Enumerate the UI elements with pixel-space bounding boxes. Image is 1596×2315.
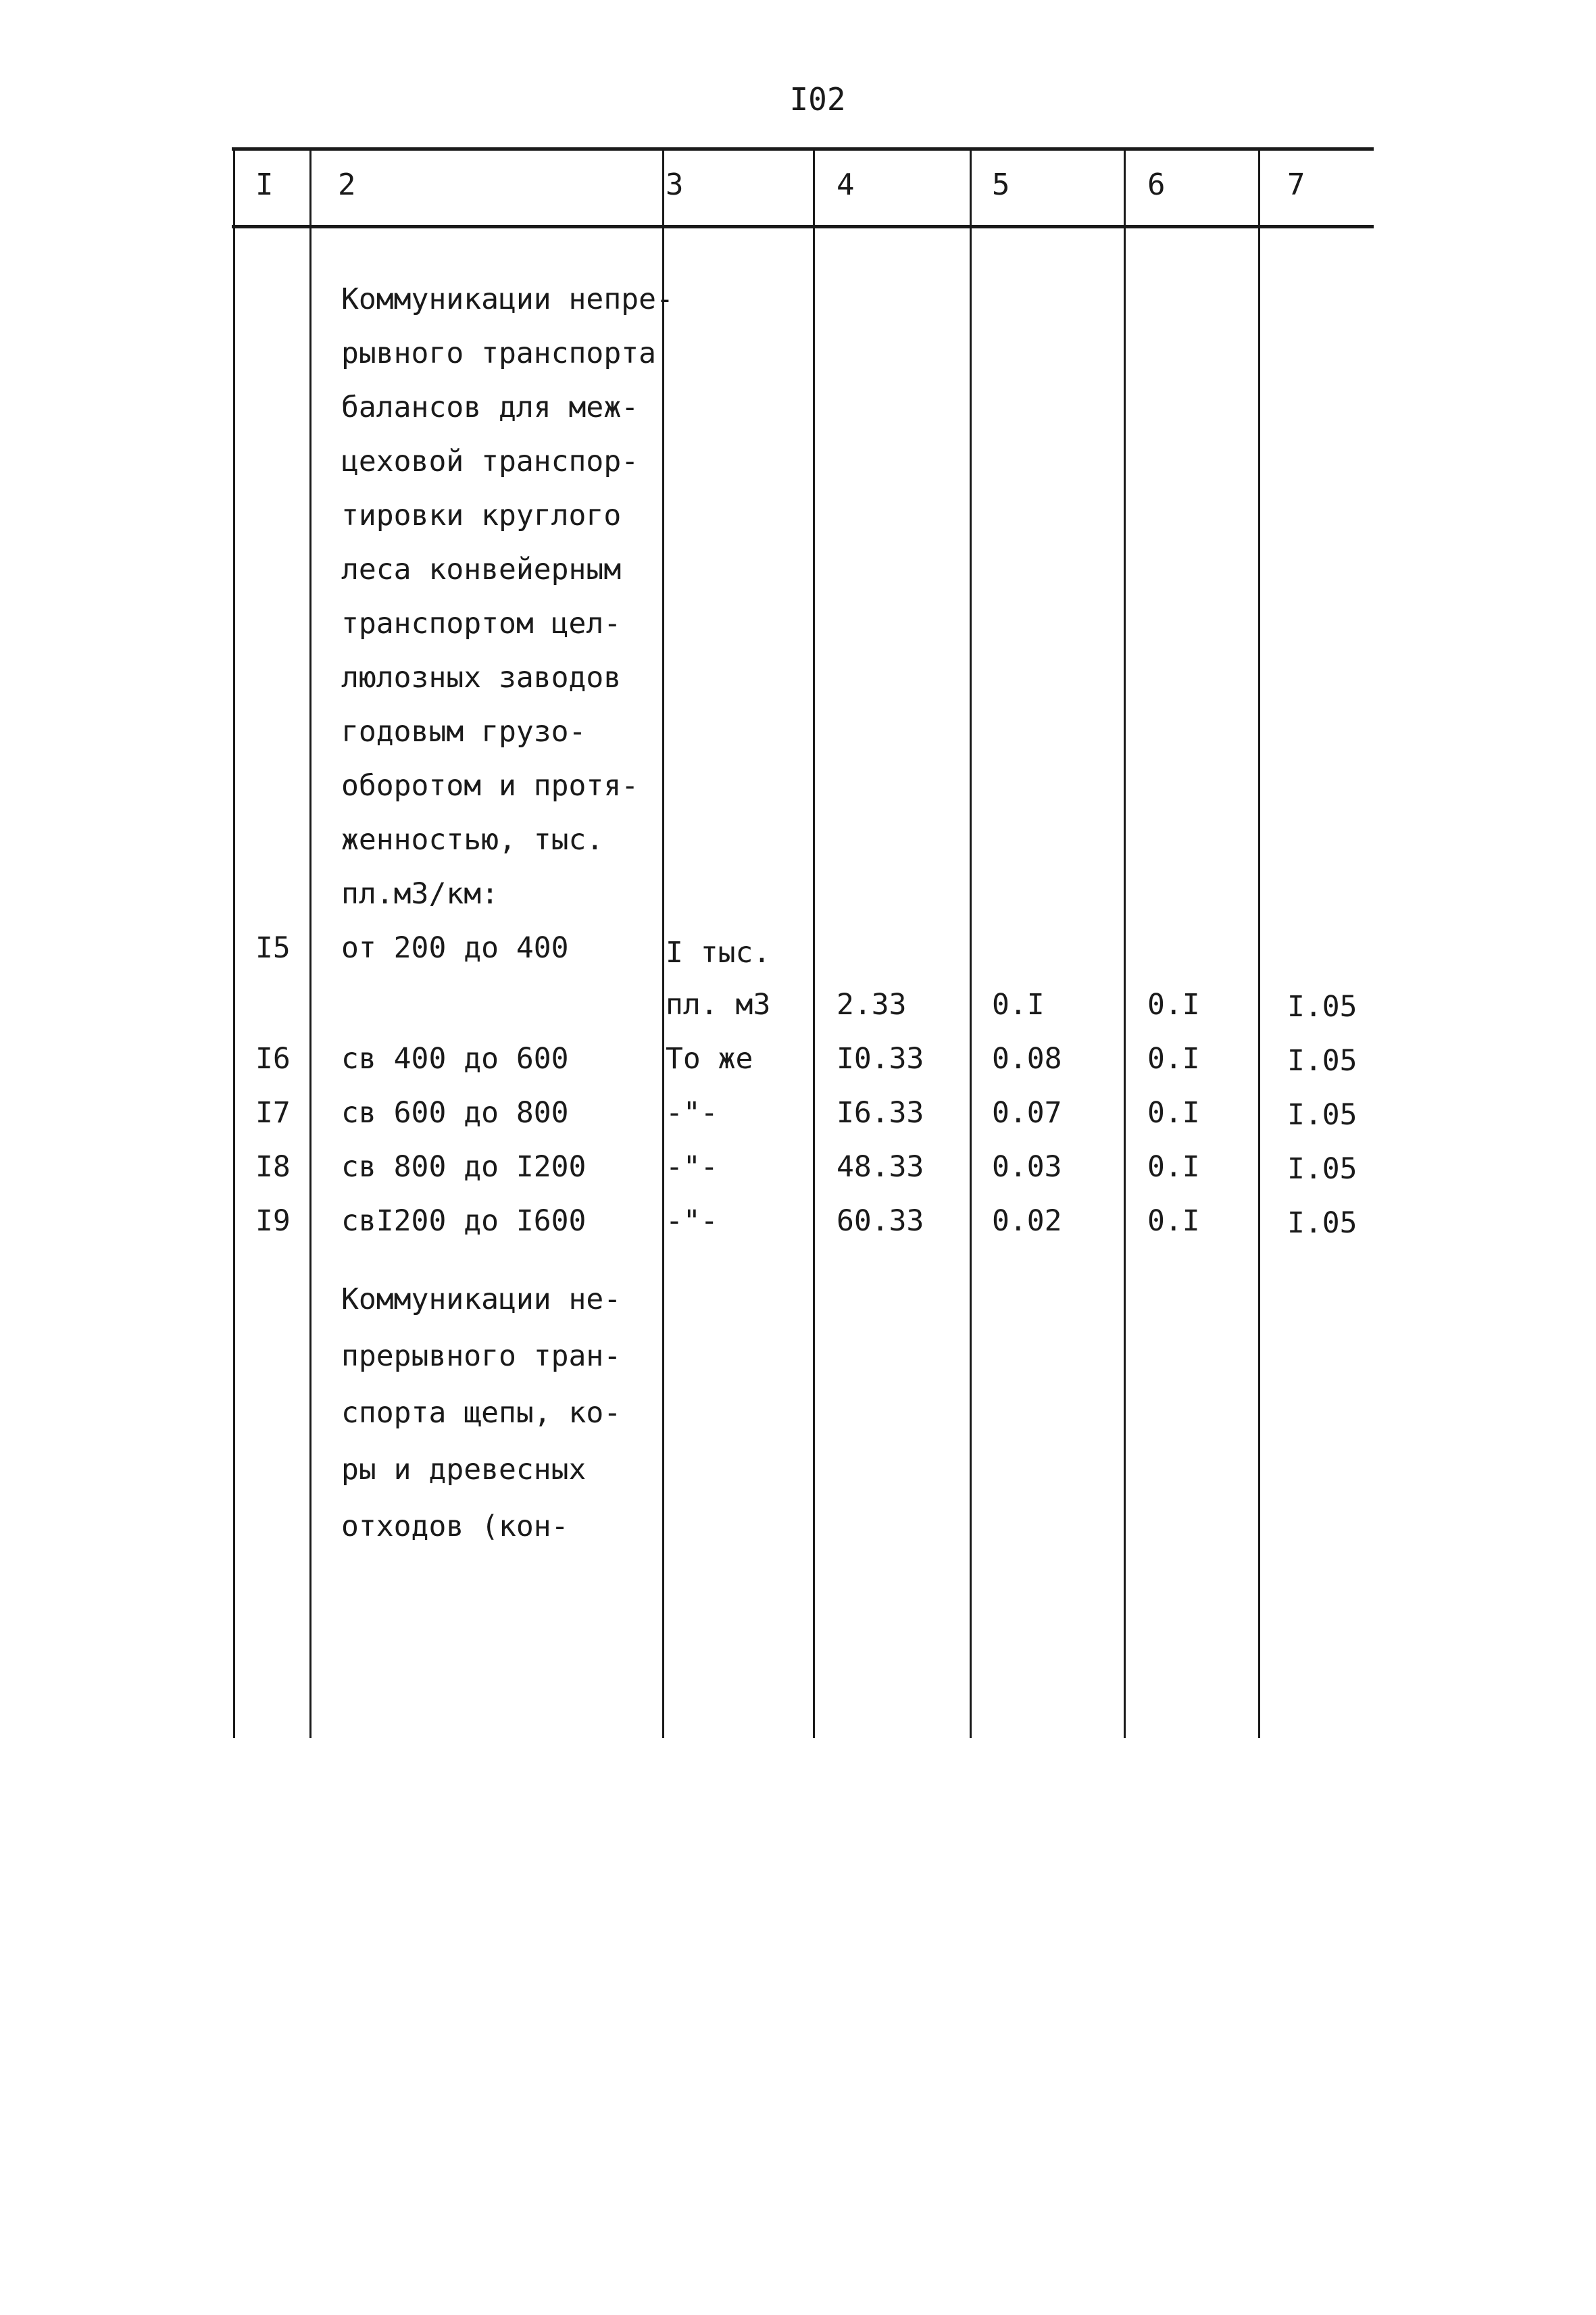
row-range: от 200 до 400 [341, 931, 569, 965]
header-col-3: 3 [666, 168, 684, 202]
row-range: св 400 до 600 [341, 1042, 569, 1076]
row-range: свI200 до I600 [341, 1204, 587, 1238]
row-unit: -"- [666, 1096, 718, 1130]
row-value-col4: I0.33 [837, 1042, 924, 1076]
row-unit: -"- [666, 1150, 718, 1184]
row-value-col5: 0.07 [992, 1096, 1062, 1130]
table-top-border [232, 147, 1374, 151]
row-value-col6: 0.I [1147, 1096, 1200, 1130]
row-value-col7: I.05 [1287, 1206, 1357, 1240]
desc-line: пл.м3/км: [341, 877, 499, 911]
col-line-6 [1258, 149, 1260, 1738]
desc-line: Коммуникации непре- [341, 282, 674, 316]
row-value-col4: 2.33 [837, 988, 907, 1022]
header-col-7: 7 [1287, 168, 1305, 202]
row-unit: I тыс. [666, 936, 771, 970]
row-number: I9 [255, 1204, 291, 1238]
desc-line: ры и древесных [341, 1453, 587, 1487]
row-value-col6: 0.I [1147, 1150, 1200, 1184]
desc-line: леса конвейерным [341, 553, 622, 587]
desc-line: прерывного тран- [341, 1339, 622, 1373]
row-range: св 800 до I200 [341, 1150, 587, 1184]
desc-line: рывного транспорта [341, 337, 656, 370]
col-line-5 [1124, 149, 1126, 1738]
col-line-4 [970, 149, 972, 1738]
row-value-col7: I.05 [1287, 1044, 1357, 1078]
page-number: I02 [789, 81, 846, 118]
col-line-3 [813, 149, 815, 1738]
row-value-col6: 0.I [1147, 1204, 1200, 1238]
header-bottom-border [232, 225, 1374, 228]
row-value-col6: 0.I [1147, 988, 1200, 1022]
row-value-col4: 48.33 [837, 1150, 924, 1184]
header-col-4: 4 [837, 168, 855, 202]
row-number: I7 [255, 1096, 291, 1130]
desc-line: тировки круглого [341, 499, 622, 532]
row-value-col6: 0.I [1147, 1042, 1200, 1076]
header-col-6: 6 [1147, 168, 1166, 202]
row-number: I5 [255, 931, 291, 965]
row-value-col5: 0.02 [992, 1204, 1062, 1238]
desc-line: Коммуникации не- [341, 1283, 622, 1316]
row-value-col7: I.05 [1287, 990, 1357, 1024]
row-unit: То же [666, 1042, 753, 1076]
header-col-2: 2 [338, 168, 356, 202]
col-line-0 [233, 149, 235, 1738]
row-number: I6 [255, 1042, 291, 1076]
row-value-col4: I6.33 [837, 1096, 924, 1130]
col-line-1 [309, 149, 311, 1738]
row-value-col7: I.05 [1287, 1098, 1357, 1132]
row-number: I8 [255, 1150, 291, 1184]
desc-line: балансов для меж- [341, 391, 639, 424]
col-line-2 [662, 149, 664, 1738]
row-value-col5: 0.08 [992, 1042, 1062, 1076]
desc-line: оборотом и протя- [341, 769, 639, 803]
row-unit: -"- [666, 1204, 718, 1238]
row-value-col4: 60.33 [837, 1204, 924, 1238]
desc-line: отходов (кон- [341, 1510, 569, 1543]
header-col-1: I [255, 168, 274, 202]
desc-line: женностью, тыс. [341, 823, 604, 857]
desc-line: люлозных заводов [341, 661, 622, 695]
row-unit: пл. м3 [666, 988, 771, 1022]
desc-line: транспортом цел- [341, 607, 622, 641]
desc-line: цеховой транспор- [341, 445, 639, 478]
row-value-col5: 0.03 [992, 1150, 1062, 1184]
row-value-col7: I.05 [1287, 1152, 1357, 1186]
row-value-col5: 0.I [992, 988, 1045, 1022]
desc-line: годовым грузо- [341, 715, 587, 749]
desc-line: спорта щепы, ко- [341, 1396, 622, 1430]
row-range: св 600 до 800 [341, 1096, 569, 1130]
header-col-5: 5 [992, 168, 1010, 202]
